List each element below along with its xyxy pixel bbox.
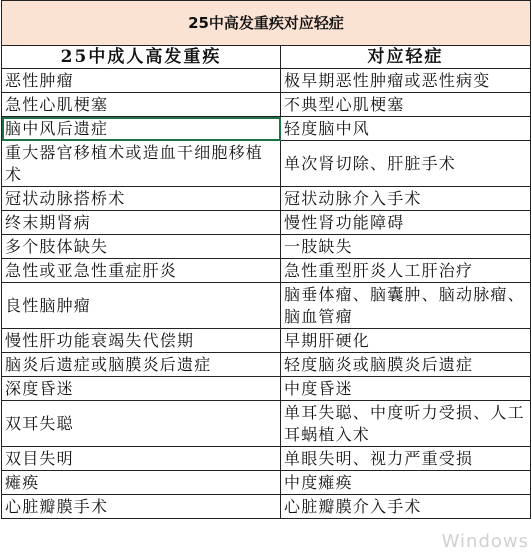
mild-illness-cell[interactable]: 轻度脑中风 [281, 117, 531, 141]
table-row [2, 187, 531, 211]
mild-illness-cell[interactable]: 脑垂体瘤、脑囊肿、脑动脉瘤、脑血管瘤 [281, 283, 531, 329]
critical-illness-cell[interactable]: 深度昏迷 [2, 377, 281, 401]
mild-illness-cell[interactable]: 轻度脑炎或脑膜炎后遗症 [281, 353, 531, 377]
table-row [2, 377, 531, 401]
mild-illness-cell[interactable]: 中度昏迷 [281, 377, 531, 401]
mild-illness-cell[interactable]: 冠状动脉介入手术 [281, 187, 531, 211]
critical-illness-cell[interactable]: 脑炎后遗症或脑膜炎后遗症 [2, 353, 281, 377]
column-header-mild-illness[interactable]: 对应轻症 [281, 46, 531, 69]
critical-illness-cell[interactable]: 双目失明 [2, 447, 281, 471]
table-row [2, 259, 531, 283]
mild-illness-cell[interactable]: 中度瘫痪 [281, 471, 531, 495]
table-row [2, 401, 531, 447]
critical-illness-cell[interactable]: 重大器官移植术或造血干细胞移植术 [2, 141, 281, 187]
column-header-critical-illness[interactable]: 25中成人高发重疾 [2, 46, 281, 69]
header-row [2, 46, 531, 69]
disease-table [1, 0, 531, 519]
table-row [2, 471, 531, 495]
table-row [2, 117, 531, 141]
table-row [2, 93, 531, 117]
mild-illness-cell[interactable]: 极早期恶性肿瘤或恶性病变 [281, 69, 531, 93]
table-row [2, 69, 531, 93]
windows-activation-watermark: Windows [441, 531, 529, 552]
table-row [2, 329, 531, 353]
critical-illness-cell[interactable]: 恶性肿瘤 [2, 69, 281, 93]
critical-illness-cell[interactable]: 心脏瓣膜手术 [2, 495, 281, 519]
critical-illness-cell[interactable]: 双耳失聪 [2, 401, 281, 447]
mild-illness-cell[interactable]: 急性重型肝炎人工肝治疗 [281, 259, 531, 283]
critical-illness-cell-selected[interactable]: 脑中风后遗症 [2, 117, 281, 141]
critical-illness-cell[interactable]: 多个肢体缺失 [2, 235, 281, 259]
title-row [2, 1, 531, 46]
critical-illness-cell[interactable]: 急性或亚急性重症肝炎 [2, 259, 281, 283]
table-row [2, 447, 531, 471]
table-row [2, 211, 531, 235]
critical-illness-cell[interactable]: 冠状动脉搭桥术 [2, 187, 281, 211]
mild-illness-cell[interactable]: 单眼失明、视力严重受损 [281, 447, 531, 471]
table-row [2, 283, 531, 329]
critical-illness-cell[interactable]: 良性脑肿瘤 [2, 283, 281, 329]
mild-illness-cell[interactable]: 不典型心肌梗塞 [281, 93, 531, 117]
critical-illness-cell[interactable]: 瘫痪 [2, 471, 281, 495]
mild-illness-cell[interactable]: 慢性肾功能障碍 [281, 211, 531, 235]
critical-illness-cell[interactable]: 急性心肌梗塞 [2, 93, 281, 117]
mild-illness-cell[interactable]: 单次肾切除、肝脏手术 [281, 141, 531, 187]
mild-illness-cell[interactable]: 单耳失聪、中度听力受损、人工耳蜗植入术 [281, 401, 531, 447]
table-row [2, 495, 531, 519]
mild-illness-cell[interactable]: 心脏瓣膜介入手术 [281, 495, 531, 519]
mild-illness-cell[interactable]: 早期肝硬化 [281, 329, 531, 353]
critical-illness-cell[interactable]: 慢性肝功能衰竭失代偿期 [2, 329, 281, 353]
table-title[interactable]: 25中高发重疾对应轻症 [2, 1, 531, 46]
critical-illness-cell[interactable]: 终末期肾病 [2, 211, 281, 235]
mild-illness-cell[interactable]: 一肢缺失 [281, 235, 531, 259]
table-row [2, 141, 531, 187]
table-row [2, 235, 531, 259]
table-row [2, 353, 531, 377]
